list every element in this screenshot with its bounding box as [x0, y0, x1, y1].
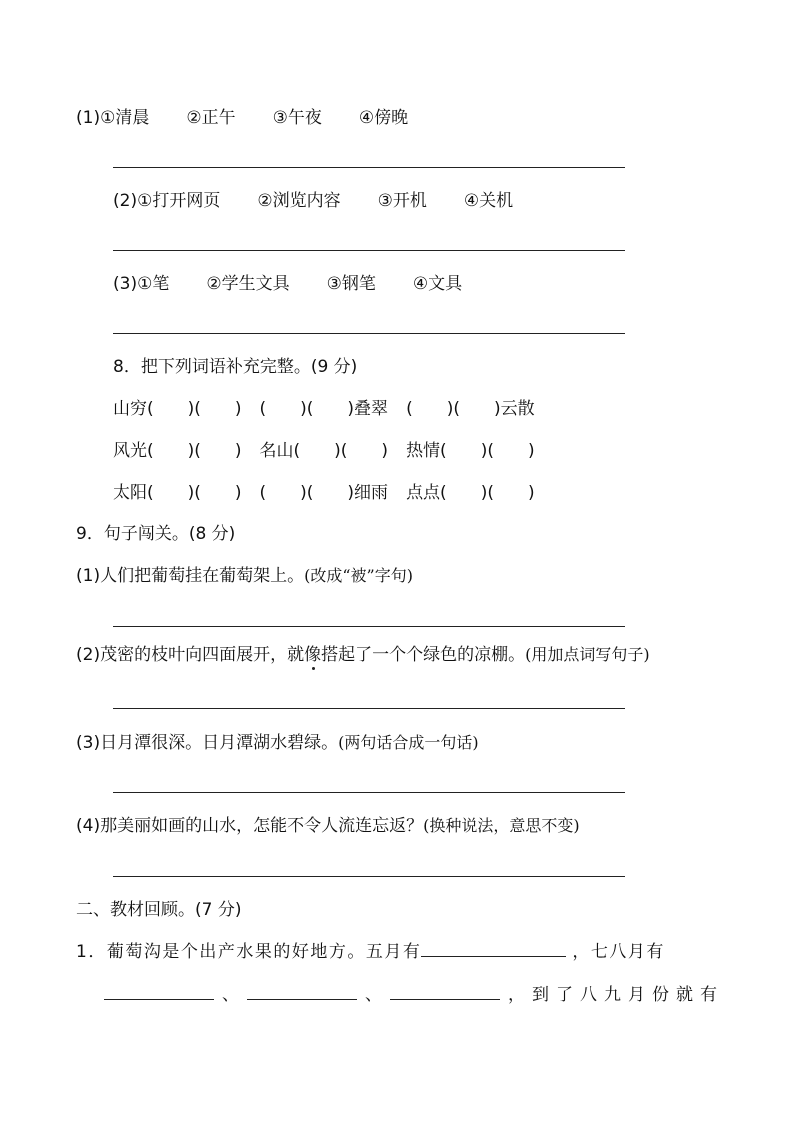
q7-item-1-prefix: (1): [76, 108, 101, 128]
q9-item-1-text: (1)人们把葡萄挂在葡萄架上。: [76, 566, 305, 586]
separator: 、: [222, 985, 239, 1005]
fill-blank[interactable]: [104, 981, 214, 1000]
q9-item-4-text: (4)那美丽如画的山水，怎能不令人流连忘返？: [76, 816, 424, 836]
q9-item-2: [76, 643, 650, 667]
q7-item-3-option-1: ①笔: [137, 274, 170, 294]
section-2-q1-text: 1．葡萄沟是个出产水果的好地方。五月有: [76, 942, 422, 962]
q7-item-3: [113, 272, 462, 296]
q9-item-1: [76, 564, 413, 588]
section-2-q1-text-3: ，到了八九月份就有: [508, 985, 724, 1005]
q7-item-1-option-3: ③午夜: [272, 108, 322, 128]
q7-item-1-option-2: ②正午: [186, 108, 236, 128]
q7-item-1-option-1: ①清晨: [100, 108, 150, 128]
q9-item-1-instruction: (改成“被”字句): [304, 566, 413, 585]
q8-idiom: 太阳( )( ): [113, 483, 242, 503]
q7-item-2-option-2: ②浏览内容: [257, 191, 341, 211]
q9-item-4: [76, 814, 580, 838]
q9-item-2-instruction: (用加点词写句子): [525, 645, 650, 664]
q8-idiom: 热情( )( ): [406, 441, 535, 461]
q9-item-2-text: (2)茂密的枝叶向四面展开，就: [76, 645, 305, 665]
answer-line: [113, 250, 625, 251]
q7-item-2-option-4: ④关机: [463, 191, 514, 211]
answer-line: [113, 708, 625, 709]
fill-blank[interactable]: [421, 938, 566, 957]
answer-line: [113, 333, 625, 334]
q8-row-1: [113, 397, 535, 421]
q8-idiom: 点点( )( ): [406, 483, 535, 503]
q8-row-3: [113, 481, 535, 505]
q7-item-2-option-3: ③开机: [377, 191, 427, 211]
answer-line: [113, 626, 625, 627]
q9-item-3-instruction: (两句话合成一句话): [338, 733, 479, 752]
section-2-q1-line-1: [76, 938, 665, 964]
fill-blank[interactable]: [247, 981, 357, 1000]
q9-item-2-text-rest: 搭起了一个个绿色的凉棚。: [321, 645, 526, 665]
q8-idiom: 风光( )( ): [113, 441, 242, 461]
answer-line: [113, 167, 625, 168]
q9-item-3: [76, 731, 479, 755]
section-2-q1-text-2: ，七八月有: [572, 942, 665, 962]
section-2-q1-line-2: [104, 981, 724, 1007]
q7-item-3-option-4: ④文具: [412, 274, 463, 294]
q8-idiom: ( )( )叠翠: [259, 399, 389, 419]
q7-item-3-prefix: (3): [113, 274, 138, 294]
q8-title: 8．把下列词语补充完整。(9 分): [113, 357, 358, 377]
q9-item-3-text: (3)日月潭很深。日月潭湖水碧绿。: [76, 733, 339, 753]
q7-item-2: [113, 189, 513, 213]
q7-item-3-option-2: ②学生文具: [206, 274, 290, 294]
answer-line: [113, 792, 625, 793]
q7-item-1: [76, 106, 408, 130]
separator: 、: [365, 985, 382, 1005]
q7-item-1-option-4: ④傍晚: [358, 108, 409, 128]
fill-blank[interactable]: [390, 981, 500, 1000]
q7-item-2-option-1: ①打开网页: [137, 191, 221, 211]
q8-idiom: ( )( )细雨: [259, 483, 389, 503]
q7-item-2-prefix: (2): [113, 191, 138, 211]
q9-item-2-emphasized-word: 像: [304, 645, 322, 665]
q8-row-2: [113, 439, 535, 463]
q8-idiom: 名山( )( ): [259, 441, 389, 461]
answer-line: [113, 876, 625, 877]
q7-item-3-option-3: ③钢笔: [326, 274, 376, 294]
q9-title: 9．句子闯关。(8 分): [76, 524, 236, 544]
q9-item-4-instruction: (换种说法，意思不变): [423, 816, 580, 835]
section-2-title: 二、教材回顾。(7 分): [76, 900, 242, 920]
q8-idiom: 山穷( )( ): [113, 399, 242, 419]
q8-idiom: ( )( )云散: [406, 399, 535, 419]
